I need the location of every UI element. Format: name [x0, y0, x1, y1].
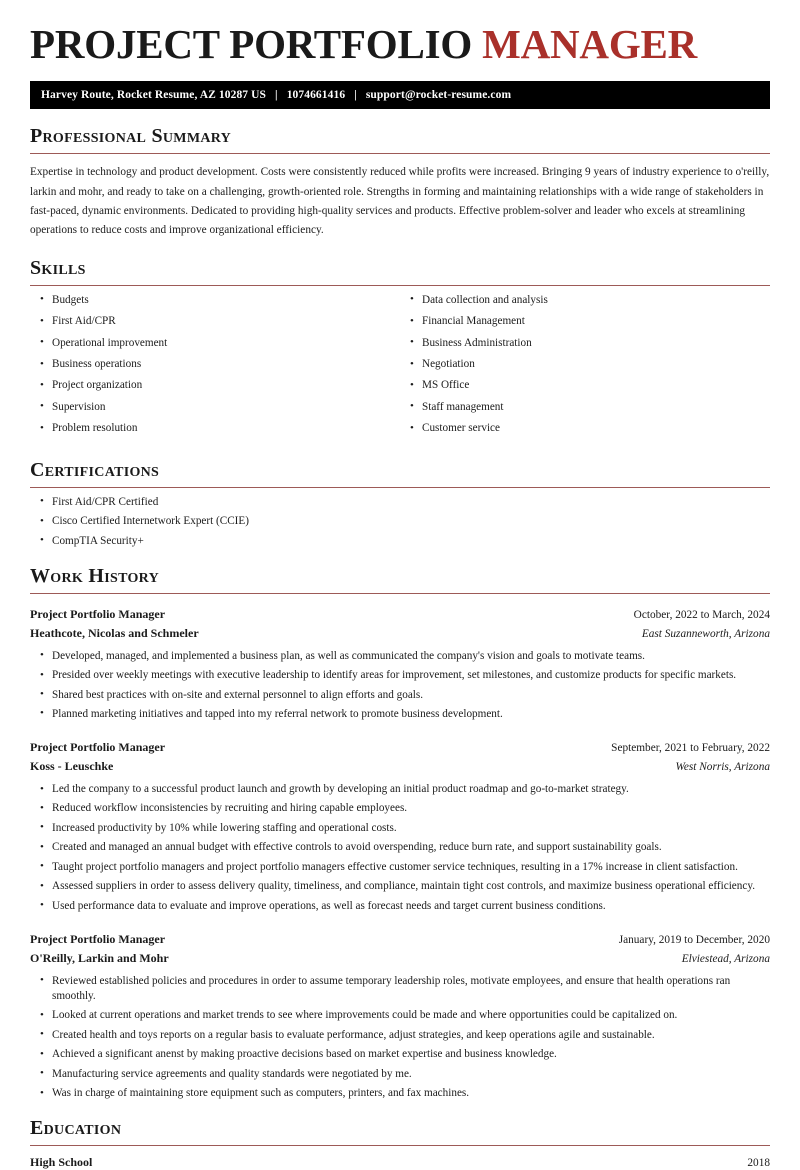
- list-item: • Business Administration: [400, 336, 770, 351]
- contact-email[interactable]: support@rocket-resume.com: [365, 89, 512, 102]
- list-item: • Developed, managed, and implemented a business plan, as well as communicated the company's vision and goals to motivate teams.: [30, 649, 770, 664]
- list-item: • Staff management: [400, 400, 770, 415]
- list-item: • Business operations: [30, 357, 400, 372]
- list-item: • MS Office: [400, 378, 770, 393]
- job-dates: September, 2021 to February, 2022: [611, 742, 770, 755]
- education-entries: [30, 1155, 770, 1170]
- job-entry: [30, 605, 770, 722]
- list-item: • Supervision: [30, 400, 400, 415]
- skills-list-left: [30, 293, 400, 437]
- list-item: • Assessed suppliers in order to assess delivery quality, timeliness, and compliance, maintain tight cost controls, and maximize business operational efficiency.: [30, 879, 770, 894]
- page-title: [30, 0, 770, 67]
- job-bullets: [30, 649, 770, 723]
- section-certifications: [30, 460, 770, 549]
- section-rule-skills: [30, 285, 770, 286]
- list-item: • Planned marketing initiatives and tapped into my referral network to promote business development.: [30, 707, 770, 722]
- list-item: • Budgets: [30, 293, 400, 308]
- list-item: • Created and managed an annual budget with effective controls to avoid overspending, reduce burn rate, and support sustainability goals.: [30, 840, 770, 855]
- list-item: • Was in charge of maintaining store equipment such as computers, printers, and fax machines.: [30, 1086, 770, 1101]
- list-item: • Cisco Certified Internetwork Expert (CCIE): [30, 514, 770, 529]
- job-title: Project Portfolio Manager: [30, 606, 166, 621]
- list-item: • Project organization: [30, 378, 400, 393]
- skills-column-right: [400, 293, 770, 443]
- job-entry: [30, 930, 770, 1101]
- job-title: Project Portfolio Manager: [30, 931, 166, 946]
- section-title-skills: Skills: [30, 256, 86, 279]
- job-header-row: [30, 605, 770, 624]
- summary-text: Expertise in technology and product development. Costs were consistently reduced while profits were increased. Bringing 9 years of industry experience to o'reilly, larkin and mohr, and ready to take on a challenging, growth-oriented role. Strengths in forming and maintaining relationships with a wide range of stakeholders in fast-paced, dynamic environments. Dedicated to providing high-quality services and products. Effective problem-solver and leader who excels at streamlining operations to reduce costs and improve organizational efficiency.: [30, 166, 770, 237]
- job-location: East Suzanneworth, Arizona: [641, 627, 770, 640]
- work-history-jobs: [30, 605, 770, 1101]
- list-item: • Looked at current operations and market trends to see where improvements could be made and where opportunities could be capitalized on.: [30, 1008, 770, 1023]
- list-item: • Achieved a significant anenst by making proactive decisions based on market expertise and business knowledge.: [30, 1047, 770, 1062]
- job-location: West Norris, Arizona: [675, 761, 770, 774]
- list-item: • CompTIA Security+: [30, 534, 770, 549]
- page-title-accent: MANAGER: [482, 21, 698, 67]
- section-professional-summary: [30, 126, 770, 241]
- section-rule-work-history: [30, 593, 770, 594]
- list-item: • Shared best practices with on-site and external personnel to align efforts and goals.: [30, 688, 770, 703]
- skills-column-left: [30, 293, 400, 443]
- section-education: [30, 1118, 770, 1170]
- list-item: • Reduced workflow inconsistencies by recruiting and hiring capable employees.: [30, 801, 770, 816]
- job-title: Project Portfolio Manager: [30, 740, 166, 755]
- section-rule-summary: [30, 153, 770, 154]
- skills-list-right: [400, 293, 770, 437]
- job-location: Elviestead, Arizona: [681, 952, 770, 965]
- section-skills: [30, 258, 770, 443]
- job-subheader-row: [30, 624, 770, 643]
- contact-line: [41, 89, 511, 101]
- contact-separator-1: |: [275, 89, 278, 102]
- job-company: O'Reilly, Larkin and Mohr: [30, 950, 169, 965]
- skills-columns: [30, 293, 770, 443]
- section-title-education: Education: [30, 1117, 122, 1140]
- section-rule-education: [30, 1145, 770, 1146]
- contact-address: Harvey Route, Rocket Resume, AZ 10287 US: [41, 89, 267, 102]
- job-company: Koss - Leuschke: [30, 759, 114, 774]
- contact-phone[interactable]: 1074661416: [286, 89, 346, 102]
- list-item: • Financial Management: [400, 314, 770, 329]
- job-bullets: [30, 782, 770, 914]
- section-title-summary: Professional Summary: [30, 125, 232, 148]
- list-item: • Negotiation: [400, 357, 770, 372]
- list-item: • Problem resolution: [30, 421, 400, 436]
- list-item: • Used performance data to evaluate and improve operations, as well as forecast needs and target current business conditions.: [30, 899, 770, 914]
- list-item: • Manufacturing service agreements and quality standards were negotiated by me.: [30, 1067, 770, 1082]
- list-item: • Presided over weekly meetings with executive leadership to identify areas for improvement, set milestones, and customize products for specific markets.: [30, 668, 770, 683]
- education-year: 2018: [747, 1157, 770, 1170]
- section-work-history: [30, 566, 770, 1101]
- education-school: High School: [30, 1155, 93, 1170]
- section-title-work-history: Work History: [30, 564, 159, 587]
- job-company: Heathcote, Nicolas and Schmeler: [30, 625, 199, 640]
- certifications-list: [30, 495, 770, 549]
- job-dates: October, 2022 to March, 2024: [633, 608, 770, 621]
- list-item: • Taught project portfolio managers and project portfolio managers effective customer service techniques, resulting in a 17% increase in client satisfaction.: [30, 860, 770, 875]
- contact-separator-2: |: [354, 89, 357, 102]
- job-header-row: [30, 930, 770, 949]
- job-header-row: [30, 738, 770, 757]
- job-subheader-row: [30, 949, 770, 968]
- list-item: • Led the company to a successful product launch and growth by developing an initial product roadmap and go-to-market strategy.: [30, 782, 770, 797]
- list-item: • First Aid/CPR: [30, 314, 400, 329]
- list-item: • Reviewed established policies and procedures in order to assume temporary leadership roles, motivate employees, and ensure that health operations ran smoothly.: [30, 974, 770, 1004]
- list-item: • Created health and toys reports on a regular basis to evaluate performance, adjust strategies, and keep operations agile and sustainable.: [30, 1028, 770, 1043]
- list-item: • First Aid/CPR Certified: [30, 495, 770, 510]
- list-item: • Data collection and analysis: [400, 293, 770, 308]
- list-item: • Customer service: [400, 421, 770, 436]
- contact-bar: [30, 81, 770, 109]
- job-bullets: [30, 974, 770, 1102]
- job-entry: [30, 738, 770, 914]
- list-item: • Increased productivity by 10% while lowering staffing and operational costs.: [30, 821, 770, 836]
- section-rule-certifications: [30, 487, 770, 488]
- job-subheader-row: [30, 757, 770, 776]
- section-title-certifications: Certifications: [30, 458, 160, 481]
- education-entry: [30, 1155, 770, 1170]
- list-item: • Operational improvement: [30, 336, 400, 351]
- page-title-primary: PROJECT PORTFOLIO: [30, 21, 483, 67]
- job-dates: January, 2019 to December, 2020: [618, 933, 770, 946]
